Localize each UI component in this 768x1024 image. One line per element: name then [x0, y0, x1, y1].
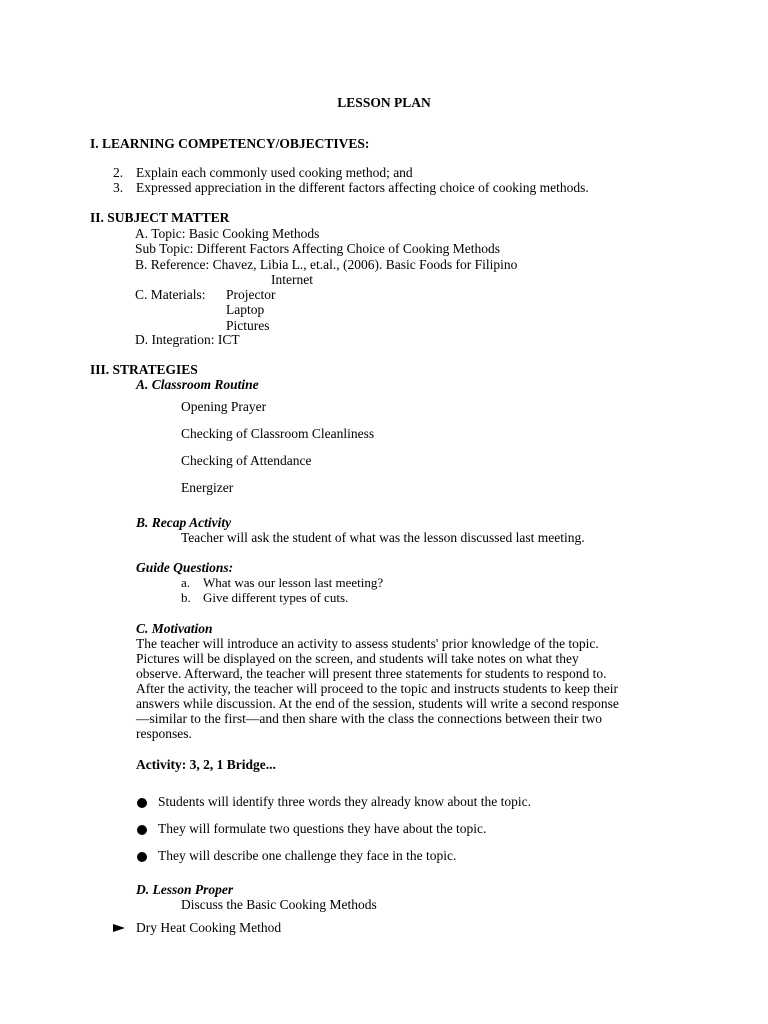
subject-matter-heading: II. SUBJECT MATTER: [90, 210, 230, 225]
motivation-line: observe. Afterward, the teacher will present three statements for students to respond to.: [136, 666, 607, 681]
motivation-line: After the activity, the teacher will proceed to the topic and instructs students to keep their: [136, 681, 618, 696]
classroom-routine-heading: A. Classroom Routine: [136, 377, 259, 392]
lesson-proper-text: Discuss the Basic Cooking Methods: [181, 897, 377, 912]
objectives-heading: I. LEARNING COMPETENCY/OBJECTIVES:: [90, 136, 370, 151]
integration-line: D. Integration: ICT: [135, 332, 240, 347]
topic-line: A. Topic: Basic Cooking Methods: [135, 226, 320, 241]
motivation-line: The teacher will introduce an activity to assess students' prior knowledge of the topic.: [136, 636, 599, 651]
material-item: Pictures: [226, 318, 270, 333]
routine-item: Energizer: [181, 480, 234, 495]
recap-text: Teacher will ask the student of what was the lesson discussed last meeting.: [181, 530, 585, 545]
objective-text: Explain each commonly used cooking method; and: [136, 165, 413, 180]
recap-heading: B. Recap Activity: [136, 515, 232, 530]
motivation-line: answers while discussion. At the end of the session, students will write a second response: [136, 696, 619, 711]
guide-question-text: What was our lesson last meeting?: [203, 575, 384, 590]
guide-question-letter: b.: [181, 590, 191, 605]
guide-questions-heading: Guide Questions:: [136, 560, 234, 575]
arrow-bullet-icon: [113, 924, 125, 932]
bullet-dot-icon: [137, 852, 147, 862]
material-item: Laptop: [226, 302, 265, 317]
bullet-dot-icon: [137, 798, 147, 808]
sub-topic-line: Sub Topic: Different Factors Affecting Choice of Cooking Methods: [135, 241, 501, 256]
guide-question-text: Give different types of cuts.: [203, 590, 349, 605]
strategies-heading: III. STRATEGIES: [90, 362, 198, 377]
lesson-proper-heading: D. Lesson Proper: [136, 882, 234, 897]
bullet-dot-icon: [137, 825, 147, 835]
activity-item: They will describe one challenge they face in the topic.: [158, 848, 457, 863]
motivation-line: responses.: [136, 726, 192, 741]
reference-internet: Internet: [271, 272, 313, 287]
activity-item: They will formulate two questions they have about the topic.: [158, 821, 487, 836]
objective-number: 2.: [113, 165, 124, 180]
guide-question-letter: a.: [181, 575, 191, 590]
reference-line: B. Reference: Chavez, Libia L., et.al., (2006). Basic Foods for Filipino: [135, 257, 518, 272]
document-title: LESSON PLAN: [337, 95, 431, 110]
routine-item: Opening Prayer: [181, 399, 267, 414]
lesson-proper-item: Dry Heat Cooking Method: [136, 920, 282, 935]
objective-text: Expressed appreciation in the different factors affecting choice of cooking methods.: [136, 180, 589, 195]
motivation-line: —similar to the first—and then share with the class the connections between their two: [136, 711, 603, 726]
routine-item: Checking of Attendance: [181, 453, 312, 468]
objective-number: 3.: [113, 180, 124, 195]
motivation-line: Pictures will be displayed on the screen, and students will take notes on what they: [136, 651, 579, 666]
activity-item: Students will identify three words they already know about the topic.: [158, 794, 532, 809]
material-item: Projector: [226, 287, 276, 302]
materials-label: C. Materials:: [135, 287, 206, 302]
routine-item: Checking of Classroom Cleanliness: [181, 426, 375, 441]
activity-heading: Activity: 3, 2, 1 Bridge...: [136, 757, 276, 772]
motivation-heading: C. Motivation: [136, 621, 213, 636]
